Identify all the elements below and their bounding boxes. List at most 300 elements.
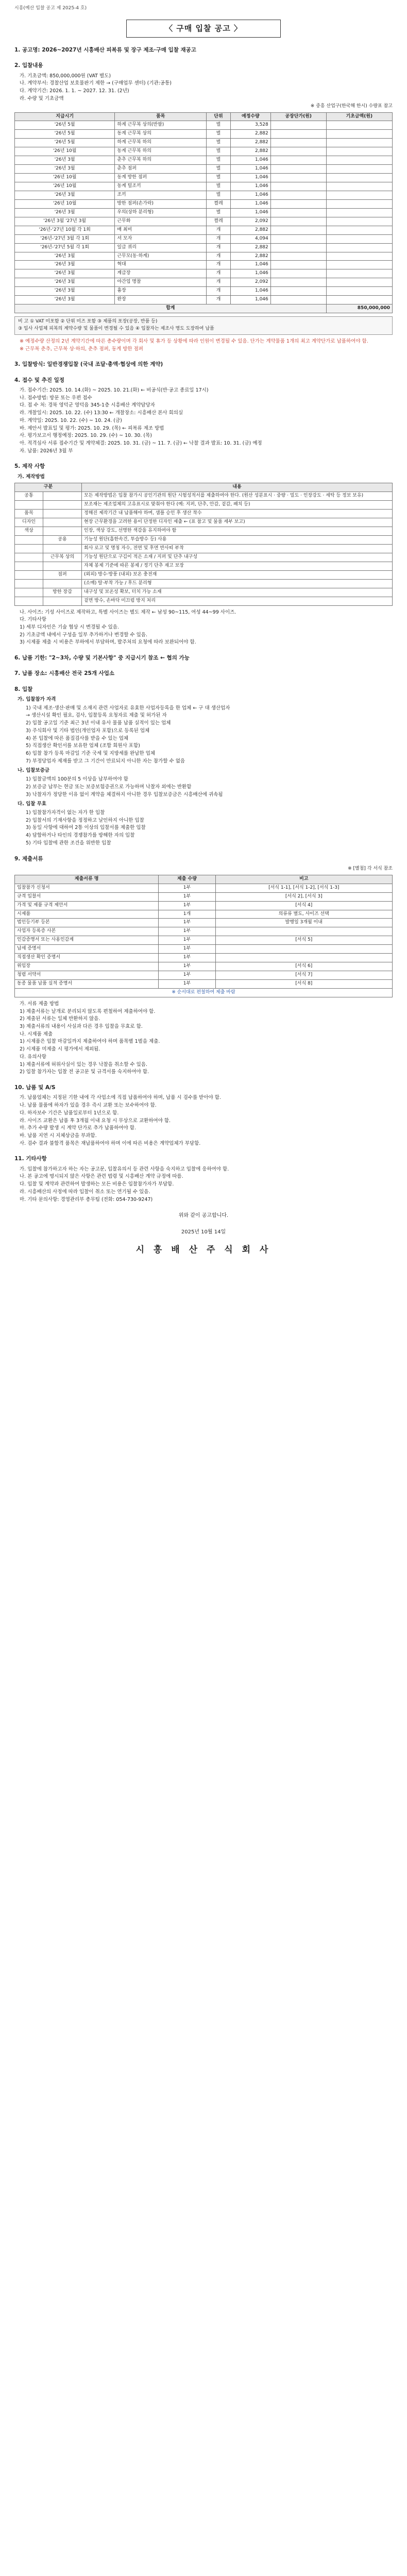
table-cell: 동계 근무복 상의: [115, 130, 207, 139]
table-cell: 1개: [159, 910, 215, 919]
requirement-line: 다. 계약기간: 2026. 1. 1. ~ 2027. 12. 31. (2년): [20, 88, 129, 94]
table-cell: 조끼: [115, 191, 207, 199]
table-cell: '26년 3월: [15, 269, 115, 278]
table-cell: [215, 954, 392, 962]
table-row: [15, 536, 393, 545]
column-header: 예정수량: [230, 112, 270, 121]
table-cell: '26년 5월: [15, 139, 115, 147]
table-row: [15, 562, 393, 570]
table-cell: 1부: [159, 936, 215, 945]
quantity-table-body: [15, 121, 393, 304]
table-cell: '26년 10월: [15, 147, 115, 156]
eligibility-line: → 생산시설 확인 필요, 검사, 입찰등록 요청자료 제출 및 허가된 자: [26, 713, 167, 719]
table-cell: [270, 261, 326, 269]
table-cell: [270, 234, 326, 243]
column-header: 기초금액(원): [326, 112, 392, 121]
eligibility-line: 5) 직접생산 확인서를 보유한 업체 (조합 회원사 포함): [26, 743, 140, 749]
table-row: [15, 234, 393, 243]
table-cell: 1부: [159, 954, 215, 962]
table-cell: 의류류 별도, 사이즈 선택: [215, 910, 392, 919]
table-cell: [326, 296, 392, 304]
table-cell: 1,046: [230, 174, 270, 182]
category-cell: 공통: [15, 492, 43, 501]
table-row: [15, 147, 393, 156]
table-row: [15, 156, 393, 165]
table-cell: [326, 182, 392, 191]
table-cell: [326, 287, 392, 296]
table-cell: 1,046: [230, 191, 270, 199]
deposit-lines: [14, 776, 393, 799]
table-cell: 야간업 명찰: [115, 278, 207, 287]
table-row: [15, 165, 393, 174]
table-cell: 1부: [159, 945, 215, 954]
content-cell: 현장 근무환경을 고려한 용이 단정한 디자인 제출 ← (표 참고 및 물품 세부 보고): [82, 518, 393, 527]
quantity-table-note: ※ 중흥 산업구(한국해 한시) 수량표 참고: [310, 103, 393, 109]
table-cell: [270, 226, 326, 234]
item-cell: [43, 510, 82, 518]
section-8-title: 8. 입찰: [14, 686, 33, 692]
eligibility-line: 4) 본 입찰에 따른 품질검사를 받을 수 있는 업체: [26, 735, 129, 741]
table-cell: 입찰참가 신청서: [15, 884, 159, 892]
table-cell: 켤레: [207, 217, 231, 226]
table-cell: 개: [207, 261, 231, 269]
table-cell: [326, 278, 392, 287]
table-cell: 1,046: [230, 165, 270, 174]
invalid-bid-line: 5) 기타 입찰에 관한 조건을 위반한 입찰: [26, 840, 111, 846]
table-row: [15, 954, 393, 962]
category-cell: 색상: [15, 527, 43, 536]
item-cell: 방한 장갑: [43, 588, 82, 597]
note-line: 2) 입찰 참가자는 입찰 전 공고문 및 규격서를 숙지하여야 함.: [20, 1069, 149, 1075]
table-cell: [326, 261, 392, 269]
table-cell: 1부: [159, 962, 215, 971]
misc-line: 가. 입찰에 참가하고자 하는 자는 공고문, 입찰유의서 등 관련 사항을 숙지하고 입찰에 응하여야 함.: [20, 1166, 229, 1172]
table-cell: 2,882: [230, 130, 270, 139]
table-cell: [270, 217, 326, 226]
note-line: ※ 근무복 춘추, 근무복 상·하의, 춘추 점퍼, 동계 방한 점퍼: [20, 346, 143, 352]
table-row: [15, 518, 393, 527]
table-cell: 1,046: [230, 261, 270, 269]
table-row: [15, 191, 393, 199]
closing-text: 위와 같이 공고합니다.: [178, 1213, 229, 1219]
invalid-bid-line: 2) 입찰서의 기재사항을 정정하고 날인하지 아니한 입찰: [26, 817, 144, 823]
table-cell: '26년 3월: [15, 191, 115, 199]
section-4: [14, 376, 393, 455]
table-cell: 혁대: [115, 261, 207, 269]
note-line: 다. 기타사항: [20, 617, 46, 623]
note-line: ※ 예정수량 산정의 2년 계약기간에 따른 총수량이며 각 회사 및 휴가 등 상황에 따라 인원이 변경될 수 있음. 단가는 계약물품 1개의 최고 계약단가로 납품하여야 함.: [20, 338, 368, 344]
table-cell: '26년 3월 '27년 3월: [15, 217, 115, 226]
misc-line: 라. 시흥배산의 사정에 따라 입찰이 취소 또는 연기될 수 있음.: [20, 1189, 150, 1195]
category-cell: [15, 501, 43, 510]
section-2-lines: [14, 73, 393, 103]
production-table-header: [15, 483, 393, 492]
table-cell: 벌: [207, 156, 231, 165]
section-1: [14, 46, 393, 54]
section-8: [14, 685, 393, 848]
item-cell: [43, 518, 82, 527]
eligibility-line: 2) 입찰 공고일 기준 최근 3년 이내 유사 물품 납품 실적이 있는 업체: [26, 720, 171, 726]
content-cell: 기능성 원단(흡한속건, 투습방수 등) 사용: [82, 536, 393, 545]
schedule-line: 라. 개찰일시: 2025. 10. 22. (수) 13:30 ← 개찰장소: 시흥배산 본사 회의실: [20, 410, 183, 416]
table-cell: [서식 4]: [215, 901, 392, 910]
remark-line: 비 고 ① VAT 미포함 ② 단위 미즈 포함 ③ 제품의 포장(공장, 반품 등): [18, 319, 158, 325]
table-cell: [270, 243, 326, 252]
table-row: [15, 553, 393, 562]
table-cell: 하계 근무복 상의(반팔): [115, 121, 207, 130]
table-cell: [326, 191, 392, 199]
category-cell: [15, 553, 43, 562]
table-row: [15, 199, 393, 208]
invalid-bid-line: 4) 담합하거나 타인의 경쟁참가를 방해한 자의 입찰: [26, 833, 135, 839]
section-5-title: 5. 제작 사항: [14, 463, 45, 470]
category-cell: [15, 570, 43, 579]
table-cell: '26년-'27년 10월 각 1회: [15, 226, 115, 234]
table-cell: 4,094: [230, 234, 270, 243]
content-cell: 인장, 색상 강도, 선명한 색감을 유지하여야 함: [82, 527, 393, 536]
delivery-line: 라. 사이즈 교환은 납품 후 3개월 이내 요청 시 무상으로 교환하여야 함.: [20, 1117, 171, 1124]
content-cell: 보조재는 제조업체의 고유표시로 맞춰야 한다 (예: 지퍼, 단추, 안감, 겉감, 패치 등): [82, 501, 393, 510]
item-cell: [43, 492, 82, 501]
category-cell: [15, 588, 43, 597]
table-cell: [서식 6]: [215, 962, 392, 971]
table-row: [15, 919, 393, 927]
content-cell: 회사 로고 및 명칭 자수, 전면 및 후면 반사띠 부착: [82, 544, 393, 553]
table-row: [15, 296, 393, 304]
item-cell: [43, 597, 82, 605]
table-row: [15, 588, 393, 597]
eligibility-line: 3) 주식회사 및 기타 법인(개인업자 포함)으로 등록된 업체: [26, 727, 150, 734]
header-note: 시흥(예산 입찰 공고 제 2025-4 호): [14, 6, 87, 11]
table-cell: 하계 근무복 하의: [115, 139, 207, 147]
production-head-category: 구분: [15, 483, 82, 492]
table-cell: '26년 5월: [15, 121, 115, 130]
table-cell: [326, 217, 392, 226]
invalid-bid-line: 1) 입찰참가자격이 없는 자가 한 입찰: [26, 809, 105, 816]
table-row: [15, 971, 393, 980]
table-cell: 개: [207, 287, 231, 296]
table-cell: 시제품: [15, 910, 159, 919]
table-cell: 근무화: [115, 217, 207, 226]
category-cell: [15, 544, 43, 553]
table-cell: 1부: [159, 919, 215, 927]
table-cell: 벌: [207, 182, 231, 191]
table-cell: 2,092: [230, 278, 270, 287]
category-cell: [15, 579, 43, 588]
table-cell: 벌: [207, 208, 231, 217]
production-head-content: 내용: [82, 483, 393, 492]
documents-table-note: ※ [별첨] 각 서식 참조: [348, 866, 393, 871]
table-cell: 2,882: [230, 147, 270, 156]
table-row: [15, 208, 393, 217]
table-cell: 개: [207, 226, 231, 234]
item-cell: [43, 562, 82, 570]
table-row: [15, 182, 393, 191]
note-line: 1) 세부 디자인은 기술 협상 시 변경될 수 있음.: [20, 624, 119, 630]
table-row: [15, 130, 393, 139]
documents-table: [14, 875, 393, 997]
schedule-line: 아. 적격심사 서류 접수기간 및 계약체결: 2025. 10. 31. (금) ~ 11. 7. (금) ← 낙찰 결과 발표: 10. 31. (금) 예정: [20, 440, 262, 446]
table-cell: [270, 174, 326, 182]
table-row: [15, 892, 393, 901]
deposit-title: 나. 입찰보증금: [18, 768, 49, 774]
table-cell: 1,046: [230, 199, 270, 208]
table-cell: [270, 121, 326, 130]
note-line: 다. 유의사항: [20, 1054, 46, 1060]
table-cell: 동계 근무복 하의: [115, 147, 207, 156]
table-cell: 사업자 등록증 사본: [15, 927, 159, 936]
section-2: [14, 61, 393, 353]
table-cell: 2,882: [230, 252, 270, 261]
table-row: [15, 261, 393, 269]
table-row: [15, 901, 393, 910]
section-11: [14, 1155, 393, 1219]
table-cell: [270, 252, 326, 261]
page-title: 〈 구매 입찰 공고 〉: [165, 23, 242, 33]
table-cell: [270, 191, 326, 199]
category-cell: [15, 536, 43, 545]
section-2-title: 2. 입찰내용: [14, 62, 43, 69]
misc-line: 다. 입찰 및 계약과 관련하여 발생하는 모든 비용은 입찰참가자가 부담함.: [20, 1181, 174, 1188]
table-cell: '26년 3월: [15, 278, 115, 287]
section-10: [14, 1083, 393, 1147]
eligibility-line: 6) 입찰 참가 등록 마감일 기준 국세 및 지방세를 완납한 업체: [26, 750, 156, 756]
schedule-line: 자. 납품: 2026년 3월 부: [20, 448, 73, 454]
table-row: [15, 139, 393, 147]
table-cell: 벌: [207, 139, 231, 147]
table-cell: [270, 208, 326, 217]
table-cell: [270, 269, 326, 278]
invalid-bid-lines: [14, 809, 393, 848]
table-cell: 2,882: [230, 139, 270, 147]
column-header: 제출서류 명: [15, 875, 159, 884]
requirement-line: 나. 계약부서: 경찰산업 보호물판기 제한 → (구매업무 센터) (기관:공통): [20, 80, 172, 87]
deposit-line: 1) 입찰금액의 100분의 5 이상을 납부하여야 함: [26, 776, 128, 783]
table-cell: 3,528: [230, 121, 270, 130]
table-cell: [326, 269, 392, 278]
table-cell: 춘추 점퍼: [115, 165, 207, 174]
section-11-title: 11. 기타사항: [14, 1156, 47, 1162]
note-line: 1) 제출서류는 낱개로 분리되지 않도록 편철하여 제출하여야 함.: [20, 1008, 156, 1014]
table-cell: 계급장: [115, 269, 207, 278]
table-cell: '26년 3월: [15, 261, 115, 269]
delivery-line: 사. 검수 결과 불합격 품목은 재납품하여야 하며 이에 따른 비용은 계약업체가 부담함.: [20, 1140, 201, 1146]
table-cell: 1,046: [230, 269, 270, 278]
table-cell: [326, 234, 392, 243]
table-row: [15, 579, 393, 588]
table-row: [15, 492, 393, 501]
table-row: [15, 501, 393, 510]
table-cell: 인감증명서 또는 사용인감계: [15, 936, 159, 945]
table-cell: '26년 3월: [15, 252, 115, 261]
table-cell: 1,046: [230, 208, 270, 217]
table-row: [15, 884, 393, 892]
table-cell: [326, 174, 392, 182]
table-cell: '26년 5월: [15, 130, 115, 139]
item-cell: 공용: [43, 536, 82, 545]
quantity-table-total: [15, 304, 393, 313]
delivery-line: 다. 하자보수 기간은 납품일로부터 1년으로 함.: [20, 1110, 119, 1116]
delivery-line: 나. 납품 물품에 하자가 있을 경우 즉시 교환 또는 보수하여야 함.: [20, 1103, 157, 1109]
table-cell: 동종 물품 납품 실적 증명서: [15, 980, 159, 989]
note-line: 가. 서류 제출 방법: [20, 1001, 59, 1007]
total-value: 850,000,000: [326, 304, 392, 313]
item-cell: 점퍼: [43, 570, 82, 579]
schedule-line: 가. 접수기간: 2025. 10. 14.(화) ~ 2025. 10. 21.(화) ← 비공식(반·공고 종료일 17시): [20, 387, 209, 393]
table-cell: 2,092: [230, 217, 270, 226]
section-9: [14, 855, 393, 1077]
table-cell: 1,046: [230, 182, 270, 191]
item-cell: [43, 527, 82, 536]
table-row: [15, 910, 393, 919]
table-cell: [326, 252, 392, 261]
deposit-line: 3) 낙찰자가 정당한 이유 없이 계약을 체결하지 아니한 경우 입찰보증금은 시흥배산에 귀속됨: [26, 791, 223, 798]
table-cell: [215, 927, 392, 936]
table-cell: 규격 입찰서: [15, 892, 159, 901]
production-table-body: [15, 492, 393, 605]
note-line: 2) 기초금액 내에서 구성을 일부 추가하거나 변경할 수 있음.: [20, 632, 148, 638]
table-cell: 개: [207, 278, 231, 287]
eligibility-line: 1) 국내 제조·생산·판매 및 소재지 관련 사업자로 유효한 사업자등록을 한 업체 ← 구 대 생산업자: [26, 705, 230, 711]
table-cell: 1부: [159, 892, 215, 901]
table-cell: [서식 1-1], [서식 1-2], [서식 1-3]: [215, 884, 392, 892]
table-cell: 벌: [207, 130, 231, 139]
section-7-title: 7. 납품 장소: 시흥배산 전국 25개 사업소: [14, 670, 115, 677]
remark-line: ③ 입사 사업체 피복의 계약수량 및 물품이 변경될 수 있음 ④ 입찰자는 제조사 명도 도장하여 납품: [18, 326, 214, 332]
section-6-title: 6. 납품 기한: "2~3차, 수량 및 기본사항" 중 지급시기 참조 ← 협의 가능: [14, 655, 190, 662]
table-row: [15, 278, 393, 287]
misc-line: 나. 본 공고에 명시되지 않은 사항은 관련 법령 및 시흥배산 계약 규정에 따름.: [20, 1174, 183, 1180]
table-row: [15, 527, 393, 536]
table-cell: '26년-'27년 3월 각 1회: [15, 234, 115, 243]
table-row: [15, 597, 393, 605]
table-row: [15, 269, 393, 278]
table-cell: 개: [207, 252, 231, 261]
table-cell: 1부: [159, 980, 215, 989]
table-cell: [서식 2], [서식 3]: [215, 892, 392, 901]
section-9-notes: [14, 1001, 393, 1076]
table-cell: 우의(상하 분리형): [115, 208, 207, 217]
table-cell: 근무모(동·하계): [115, 252, 207, 261]
table-row: [15, 927, 393, 936]
content-cell: 내구성 및 보온성 확보, 터치 가능 소재: [82, 588, 393, 597]
table-cell: 청렴 서약서: [15, 971, 159, 980]
note-line: 2) 제출된 서류는 일체 반환하지 않음.: [20, 1016, 100, 1022]
table-cell: [서식 5]: [215, 936, 392, 945]
table-cell: 개: [207, 296, 231, 304]
misc-line: 마. 기타 문의사항: 경영관리부 총무팀 (전화: 054-730-9247): [20, 1196, 153, 1202]
table-cell: 완장: [115, 296, 207, 304]
requirement-line: 가. 기초금액: 850,000,000원 (VAT 별도): [20, 73, 111, 79]
table-cell: 동계 털조끼: [115, 182, 207, 191]
note-line: 3) 시제품 제출 시 비용은 부하에서 부담하며, 발주처의 요청에 따라 보완되어야 함.: [20, 639, 196, 646]
section-1-title: 1. 공고명: 2026~2027년 시흥배산 피복류 및 장구 제조·구매 입찰 재공고: [14, 47, 196, 54]
table-cell: [326, 208, 392, 217]
category-cell: [15, 562, 43, 570]
table-cell: 흉장: [115, 287, 207, 296]
quantity-table-header: [15, 112, 393, 121]
schedule-line: 마. 계약일: 2025. 10. 22. (수) ~ 10. 24. (금): [20, 417, 122, 423]
table-row: [15, 570, 393, 579]
section-5-subtitle: 가. 제작방법: [18, 473, 45, 480]
table-cell: 일급 쿼리: [115, 243, 207, 252]
table-cell: [326, 243, 392, 252]
production-table: [14, 483, 393, 605]
title-box: [126, 20, 281, 38]
table-cell: 벌: [207, 174, 231, 182]
table-cell: 발행일 3개월 이내: [215, 919, 392, 927]
requirement-line: 라. 수량 및 기초금액: [20, 95, 64, 101]
column-header: 단위: [207, 112, 231, 121]
table-cell: 1부: [159, 927, 215, 936]
company-name: 시 흥 배 산 주 식 회 사: [135, 1245, 272, 1256]
note-line: 나. 사이즈: 기성 사이즈로 제작하고, 특별 사이즈는 별도 제작 ← 남성 90~115, 여성 44~99 사이즈.: [20, 609, 236, 615]
table-cell: 납세 증명서: [15, 945, 159, 954]
table-cell: 동계 방한 점퍼: [115, 174, 207, 182]
delivery-line: 가. 납품업체는 지정된 기한 내에 각 사업소에 직접 납품하여야 하며, 납품 시 검수를 받아야 함.: [20, 1095, 221, 1101]
note-line: 2) 시제품 미제출 시 평가에서 제외됨.: [20, 1046, 100, 1053]
table-cell: 법인등기부 등본: [15, 919, 159, 927]
content-cell: 모든 제작방법은 입찰 참가시 공인기관의 원단 시험성적서를 제출하여야 한다. (원산 성분표시 · 중량 · 밀도 · 인장강도 · 세탁 등 정보 보유): [82, 492, 393, 501]
section-5-notes: [14, 609, 393, 647]
section-6: [14, 654, 393, 662]
delivery-lines: [14, 1094, 393, 1147]
content-cell: 정해진 제작기간 내 납품해야 하며, 샘플 승인 후 생산 착수: [82, 510, 393, 518]
schedule-line: 나. 접수방법: 방문 또는 우편 접수: [20, 395, 92, 401]
table-cell: 1부: [159, 971, 215, 980]
table-row: [15, 980, 393, 989]
table-cell: 가격 및 제품 규격 제안서: [15, 901, 159, 910]
table-cell: [서식 7]: [215, 971, 392, 980]
delivery-line: 바. 납품 지연 시 지체상금을 부과함.: [20, 1132, 97, 1139]
section-9-title: 9. 제출서류: [14, 855, 43, 862]
table-cell: 켤레: [207, 199, 231, 208]
table-cell: [270, 287, 326, 296]
column-header: 제출 수량: [159, 875, 215, 884]
table-cell: [270, 199, 326, 208]
table-cell: [270, 130, 326, 139]
table-cell: [326, 130, 392, 139]
table-row: [15, 226, 393, 234]
table-row: [15, 962, 393, 971]
table-cell: [서식 8]: [215, 980, 392, 989]
delivery-line: 마. 추가 수량 발생 시 계약 단가로 추가 납품하여야 함.: [20, 1125, 136, 1131]
table-row: [15, 252, 393, 261]
table-cell: '26년 10월: [15, 174, 115, 182]
table-cell: 벌: [207, 191, 231, 199]
table-cell: 춘추 근무복 하의: [115, 156, 207, 165]
table-row: [15, 936, 393, 945]
table-cell: [326, 165, 392, 174]
notice-page: [0, 0, 407, 1273]
schedule-line: 다. 접 수 처: 경북 영덕군 영덕읍 345-1층 시흥배산 계약담당자: [20, 402, 155, 409]
content-cell: 기능성 원단으로 구김이 적은 소재 / 지퍼 및 단추 내구성: [82, 553, 393, 562]
table-cell: 개: [207, 243, 231, 252]
table-cell: [326, 121, 392, 130]
item-cell: [43, 579, 82, 588]
note-line: 1) 시제품은 입찰 마감일까지 제출하여야 하며 품목별 1벌을 제출.: [20, 1039, 160, 1045]
table-row: [15, 174, 393, 182]
notice-date: 2025년 10월 14일: [181, 1229, 226, 1235]
note-line: 3) 제출서류의 내용이 사실과 다른 경우 입찰을 무효로 함.: [20, 1024, 143, 1030]
eligibility-title: 가. 입찰참가 자격: [18, 696, 56, 702]
table-cell: [326, 139, 392, 147]
eligibility-line: 7) 부정당업자 제재를 받고 그 기간이 만료되지 아니한 자는 참가할 수 없음: [26, 758, 185, 764]
table-cell: '26년 10월: [15, 182, 115, 191]
table-cell: [270, 147, 326, 156]
table-row: [15, 510, 393, 518]
section-3: [14, 360, 393, 368]
